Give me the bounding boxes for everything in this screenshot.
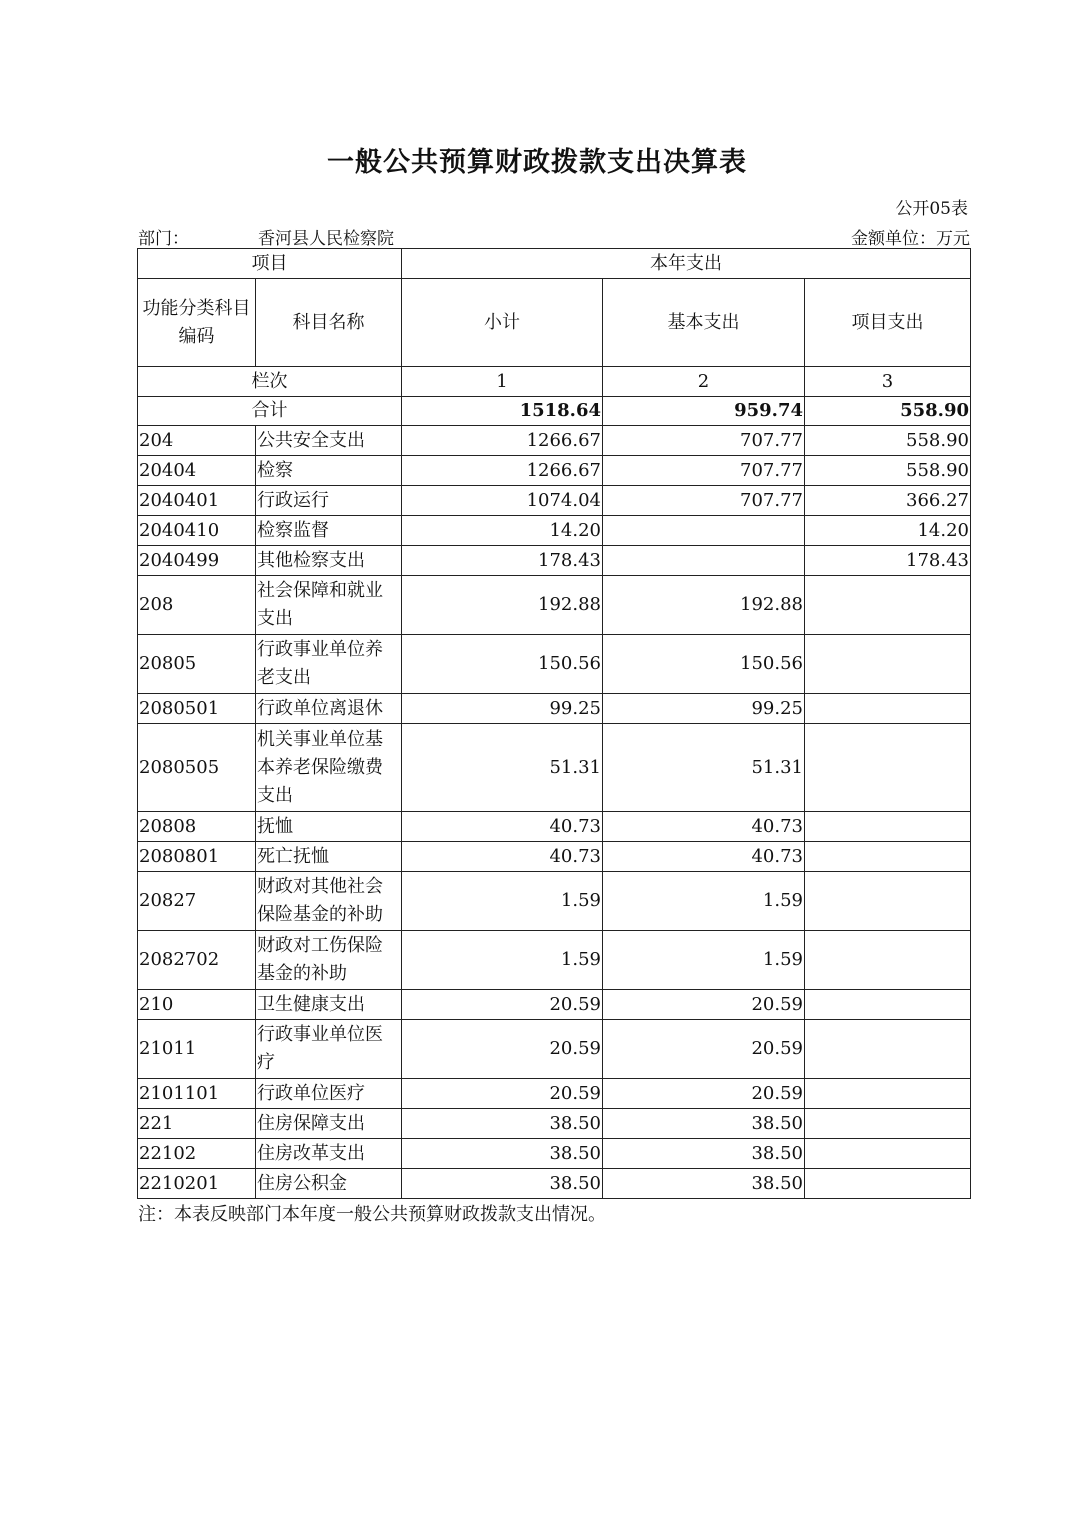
table-row — [138, 1139, 971, 1169]
row-basic: 707.77 — [603, 456, 805, 486]
table-row — [138, 1169, 971, 1199]
row-code: 20805 — [138, 635, 256, 694]
row-project: 14.20 — [805, 516, 971, 546]
row-basic: 38.50 — [603, 1109, 805, 1139]
row-basic — [603, 516, 805, 546]
row-subtotal: 14.20 — [402, 516, 603, 546]
row-project: 558.90 — [805, 456, 971, 486]
page-title: 一般公共预算财政拨款支出决算表 — [327, 147, 747, 178]
footnote: 注：本表反映部门本年度一般公共预算财政拨款支出情况。 — [138, 1204, 606, 1225]
column-2: 2 — [603, 367, 805, 397]
table-row — [138, 486, 971, 516]
row-project — [805, 1139, 971, 1169]
row-project: 178.43 — [805, 546, 971, 576]
row-project — [805, 1109, 971, 1139]
row-subtotal: 1074.04 — [402, 486, 603, 516]
row-code: 204 — [138, 426, 256, 456]
row-basic: 20.59 — [603, 1079, 805, 1109]
row-name: 行政事业单位养老支出 — [256, 635, 402, 694]
row-subtotal: 1266.67 — [402, 456, 603, 486]
row-basic: 51.31 — [603, 724, 805, 812]
row-basic: 192.88 — [603, 576, 805, 635]
table-row — [138, 694, 971, 724]
row-name: 行政运行 — [256, 486, 402, 516]
row-subtotal: 192.88 — [402, 576, 603, 635]
row-basic: 38.50 — [603, 1139, 805, 1169]
table-row — [138, 635, 971, 694]
table-row — [138, 546, 971, 576]
row-project — [805, 1079, 971, 1109]
row-name: 行政事业单位医疗 — [256, 1020, 402, 1079]
header-year-expense: 本年支出 — [402, 249, 971, 279]
table-row — [138, 1020, 971, 1079]
row-subtotal: 20.59 — [402, 1079, 603, 1109]
row-project — [805, 812, 971, 842]
table-row — [138, 812, 971, 842]
row-project — [805, 694, 971, 724]
total-project: 558.90 — [805, 397, 971, 426]
row-subtotal: 38.50 — [402, 1139, 603, 1169]
table-row — [138, 456, 971, 486]
row-subtotal: 38.50 — [402, 1109, 603, 1139]
row-project — [805, 931, 971, 990]
table-row — [138, 931, 971, 990]
column-label: 栏次 — [138, 367, 402, 397]
header-subtotal: 小计 — [402, 279, 603, 367]
row-code: 20827 — [138, 872, 256, 931]
column-3: 3 — [805, 367, 971, 397]
row-code: 2040410 — [138, 516, 256, 546]
table-row — [138, 990, 971, 1020]
row-code: 2082702 — [138, 931, 256, 990]
amount-unit: 金额单位：万元 — [851, 229, 970, 249]
table-row — [138, 872, 971, 931]
row-code: 21011 — [138, 1020, 256, 1079]
row-project — [805, 576, 971, 635]
total-row — [138, 397, 971, 426]
row-project: 366.27 — [805, 486, 971, 516]
column-number-row — [138, 367, 971, 397]
form-number: 公开05表 — [895, 199, 968, 219]
row-basic: 150.56 — [603, 635, 805, 694]
row-code: 221 — [138, 1109, 256, 1139]
row-code: 2101101 — [138, 1079, 256, 1109]
row-basic: 1.59 — [603, 872, 805, 931]
row-subtotal: 99.25 — [402, 694, 603, 724]
department-label: 部门： — [138, 229, 189, 249]
row-code: 2040499 — [138, 546, 256, 576]
row-code: 2210201 — [138, 1169, 256, 1199]
column-1: 1 — [402, 367, 603, 397]
department-value: 香河县人民检察院 — [258, 229, 394, 249]
table-row — [138, 1079, 971, 1109]
row-name: 机关事业单位基本养老保险缴费支出 — [256, 724, 402, 812]
table-row — [138, 842, 971, 872]
row-project: 558.90 — [805, 426, 971, 456]
row-code: 2040401 — [138, 486, 256, 516]
row-subtotal: 1.59 — [402, 872, 603, 931]
row-name: 财政对其他社会保险基金的补助 — [256, 872, 402, 931]
header-code: 功能分类科目编码 — [138, 279, 256, 367]
row-basic: 20.59 — [603, 990, 805, 1020]
row-code: 20404 — [138, 456, 256, 486]
row-name: 公共安全支出 — [256, 426, 402, 456]
row-subtotal: 40.73 — [402, 812, 603, 842]
row-basic: 40.73 — [603, 812, 805, 842]
row-name: 住房公积金 — [256, 1169, 402, 1199]
row-subtotal: 40.73 — [402, 842, 603, 872]
row-name: 社会保障和就业支出 — [256, 576, 402, 635]
row-subtotal: 178.43 — [402, 546, 603, 576]
total-subtotal: 1518.64 — [402, 397, 603, 426]
row-project — [805, 724, 971, 812]
row-basic: 40.73 — [603, 842, 805, 872]
row-subtotal: 1.59 — [402, 931, 603, 990]
row-code: 208 — [138, 576, 256, 635]
header-basic: 基本支出 — [603, 279, 805, 367]
row-code: 22102 — [138, 1139, 256, 1169]
row-code: 210 — [138, 990, 256, 1020]
row-basic: 707.77 — [603, 426, 805, 456]
row-name: 其他检察支出 — [256, 546, 402, 576]
row-name: 检察监督 — [256, 516, 402, 546]
header-row-2 — [138, 279, 971, 367]
budget-table — [137, 248, 971, 1199]
row-name: 卫生健康支出 — [256, 990, 402, 1020]
row-subtotal: 20.59 — [402, 1020, 603, 1079]
row-basic — [603, 546, 805, 576]
row-name: 检察 — [256, 456, 402, 486]
row-basic: 38.50 — [603, 1169, 805, 1199]
row-basic: 99.25 — [603, 694, 805, 724]
table-row — [138, 576, 971, 635]
row-code: 20808 — [138, 812, 256, 842]
row-name: 行政单位离退休 — [256, 694, 402, 724]
header-name: 科目名称 — [256, 279, 402, 367]
table-row — [138, 1109, 971, 1139]
row-basic: 20.59 — [603, 1020, 805, 1079]
row-subtotal: 1266.67 — [402, 426, 603, 456]
table-row — [138, 516, 971, 546]
row-name: 抚恤 — [256, 812, 402, 842]
row-code: 2080505 — [138, 724, 256, 812]
row-name: 住房保障支出 — [256, 1109, 402, 1139]
row-name: 财政对工伤保险基金的补助 — [256, 931, 402, 990]
row-project — [805, 635, 971, 694]
row-code: 2080801 — [138, 842, 256, 872]
table-row — [138, 724, 971, 812]
row-subtotal: 20.59 — [402, 990, 603, 1020]
row-subtotal: 38.50 — [402, 1169, 603, 1199]
total-label: 合计 — [138, 397, 402, 426]
header-project-expense: 项目支出 — [805, 279, 971, 367]
row-basic: 1.59 — [603, 931, 805, 990]
row-name: 行政单位医疗 — [256, 1079, 402, 1109]
meta-row — [138, 224, 970, 249]
row-basic: 707.77 — [603, 486, 805, 516]
header-row-1 — [138, 249, 971, 279]
row-name: 住房改革支出 — [256, 1139, 402, 1169]
row-project — [805, 1020, 971, 1079]
row-code: 2080501 — [138, 694, 256, 724]
header-project: 项目 — [138, 249, 402, 279]
table-row — [138, 426, 971, 456]
row-subtotal: 51.31 — [402, 724, 603, 812]
row-name: 死亡抚恤 — [256, 842, 402, 872]
row-project — [805, 1169, 971, 1199]
row-project — [805, 842, 971, 872]
total-basic: 959.74 — [603, 397, 805, 426]
row-subtotal: 150.56 — [402, 635, 603, 694]
row-project — [805, 872, 971, 931]
row-project — [805, 990, 971, 1020]
